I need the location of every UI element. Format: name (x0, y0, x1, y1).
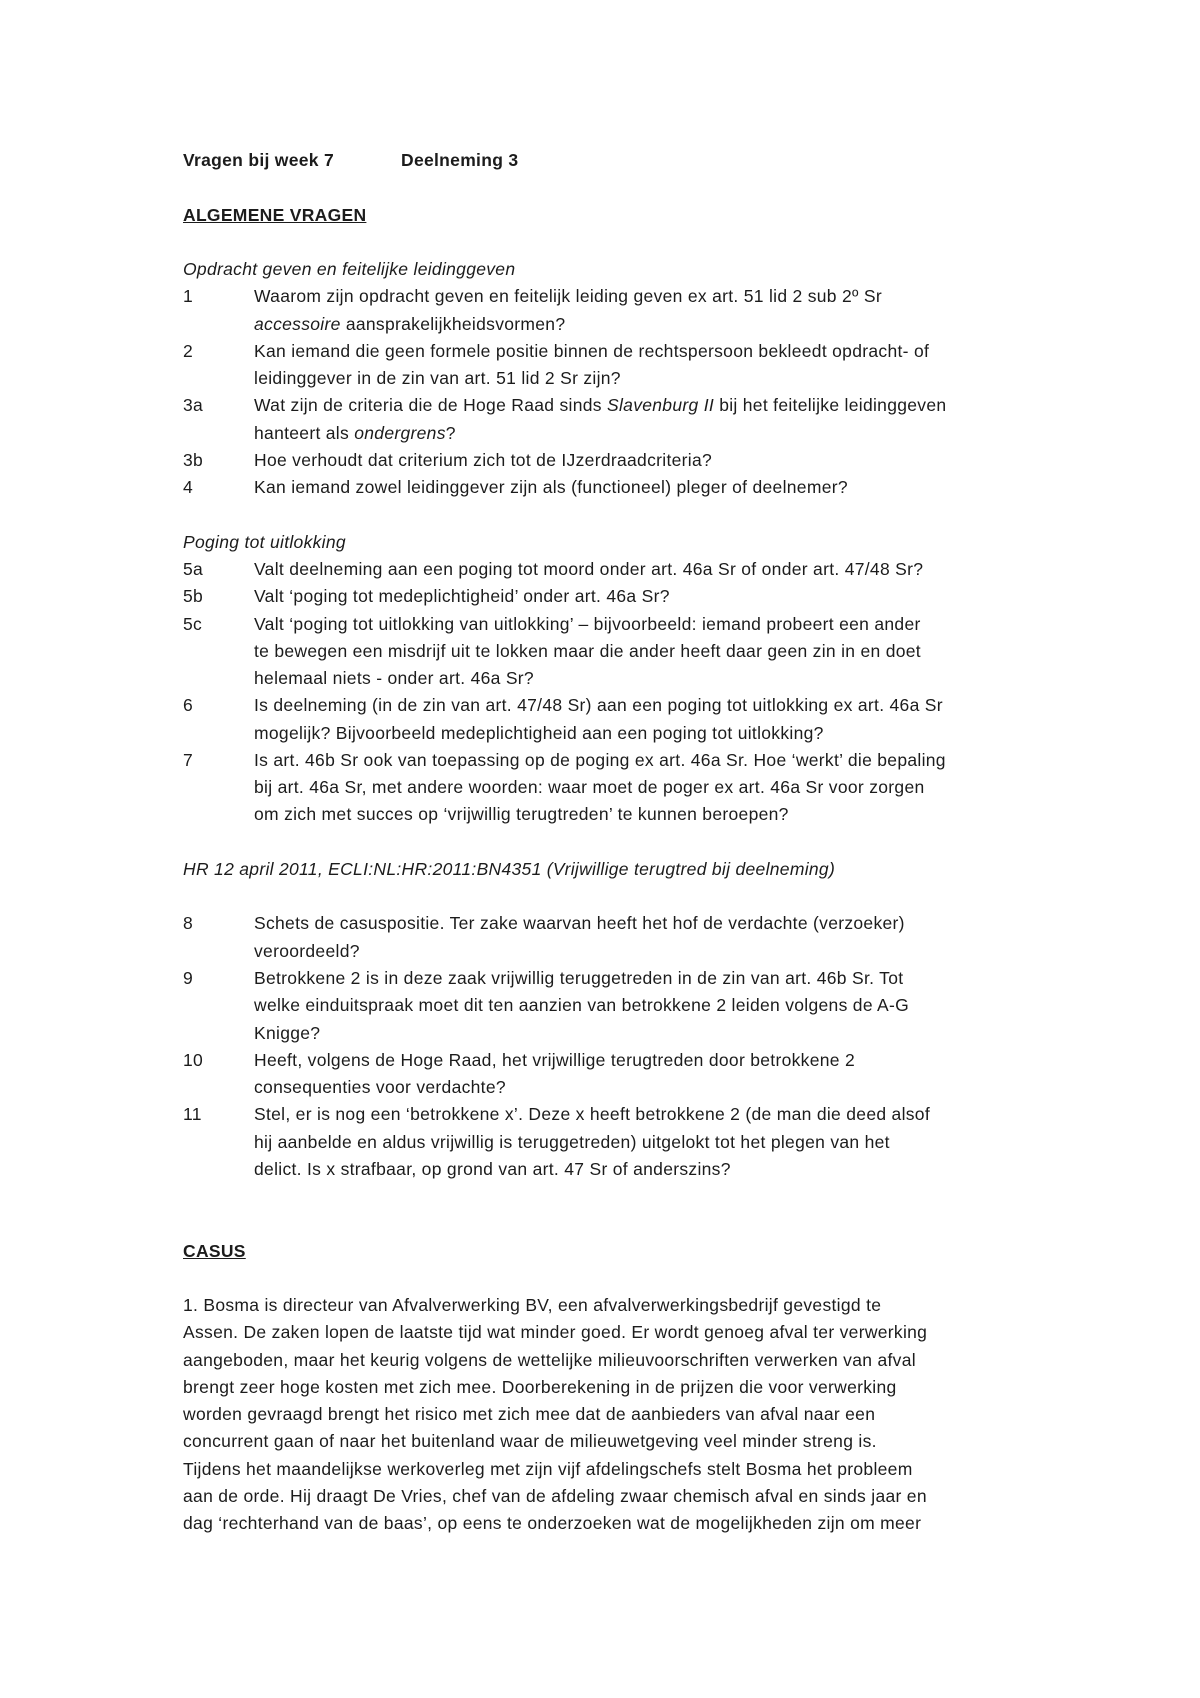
question-line: Is art. 46b Sr ook van toepassing op de poging ex art. 46a Sr. Hoe ‘werkt’ die bepaling (254, 749, 946, 770)
question-text (254, 1101, 1200, 1183)
question-number: 11 (183, 1104, 202, 1125)
question-item (0, 338, 1200, 393)
question-line: om zich met succes op ‘vrijwillig terugtreden’ te kunnen beroepen? (254, 804, 789, 825)
question-item (0, 474, 1200, 501)
question-item (0, 910, 1200, 965)
question-line: Valt ‘poging tot medeplichtigheid’ onder art. 46a Sr? (254, 586, 670, 607)
question-line: Heeft, volgens de Hoge Raad, het vrijwillige terugtreden door betrokkene 2 (254, 1049, 856, 1070)
italic-term: accessoire (254, 313, 341, 334)
text-segment: ? (445, 422, 456, 443)
question-number: 1 (183, 286, 194, 307)
paragraph-line: concurrent gaan of naar het buitenland waar de milieuwetgeving veel minder streng is. (183, 1431, 877, 1452)
text-segment: Wat zijn de criteria die de Hoge Raad sinds (254, 395, 607, 416)
question-text (254, 392, 1200, 447)
question-text (254, 338, 1200, 393)
casus-paragraph (0, 1292, 1200, 1537)
question-line: Kan iemand die geen formele positie binnen de rechtspersoon bekleedt opdracht- of (254, 340, 930, 361)
question-line: bij art. 46a Sr, met andere woorden: waar moet de poger ex art. 46a Sr voor zorgen (254, 777, 925, 798)
question-item (0, 1101, 1200, 1183)
question-text (254, 965, 1200, 1047)
casus-heading: CASUS (183, 1240, 246, 1261)
question-text (254, 747, 1200, 829)
question-item (0, 747, 1200, 829)
section-title: HR 12 april 2011, ECLI:NL:HR:2011:BN4351 (Vrijwillige terugtred bij deelneming) (183, 858, 836, 879)
text-segment: bij het feitelijke leidinggeven (714, 395, 947, 416)
question-line: te bewegen een misdrijf uit te lokken maar die ander heeft daar geen zin in en doet (254, 640, 921, 661)
question-text (254, 611, 1200, 693)
document-title-row (0, 147, 1200, 174)
question-item (0, 283, 1200, 338)
spacer (0, 229, 1200, 256)
paragraph-line: Assen. De zaken lopen de laatste tijd wat minder goed. Er wordt genoeg afval ter verwerking (183, 1322, 928, 1343)
question-line (254, 311, 1200, 338)
question-text (254, 692, 1200, 747)
question-text (254, 556, 1200, 583)
question-number: 8 (183, 913, 194, 934)
question-item (0, 583, 1200, 610)
spacer (0, 829, 1200, 856)
question-number: 5b (183, 586, 204, 607)
italic-term: ondergrens (354, 422, 446, 443)
document-title: Vragen bij week 7 (183, 150, 335, 170)
spacer (0, 1210, 1200, 1237)
question-line: Stel, er is nog een ‘betrokkene x’. Deze x heeft betrokkene 2 (de man die deed alsof (254, 1104, 931, 1125)
question-line: Is deelneming (in de zin van art. 47/48 Sr) aan een poging tot uitlokking ex art. 46a Sr (254, 695, 943, 716)
question-line (254, 420, 1200, 447)
question-line: veroordeeld? (254, 940, 360, 961)
question-item (0, 965, 1200, 1047)
paragraph-line: dag ‘rechterhand van de baas’, op eens te onderzoeken wat de mogelijkheden zijn om meer (183, 1513, 922, 1534)
text-segment: hanteert als (254, 422, 355, 443)
text-segment: aansprakelijkheidsvormen? (340, 313, 566, 334)
question-line: Hoe verhoudt dat criterium zich tot de IJzerdraadcriteria? (254, 449, 713, 470)
question-line: Schets de casuspositie. Ter zake waarvan heeft het hof de verdachte (verzoeker) (254, 913, 905, 934)
section-title: Opdracht geven en feitelijke leidinggeven (183, 259, 516, 280)
paragraph-line: brengt zeer hoge kosten met zich mee. Doorberekening in de prijzen die voor verwerking (183, 1376, 897, 1397)
question-text (254, 1047, 1200, 1102)
question-item (0, 611, 1200, 693)
paragraph-line: aangeboden, maar het keurig volgens de wettelijke milieuvoorschriften verwerken van afval (183, 1349, 916, 1370)
section-title: Poging tot uitlokking (183, 531, 346, 552)
question-item (0, 392, 1200, 447)
document-subtitle: Deelneming 3 (401, 150, 519, 170)
question-line: Valt ‘poging tot uitlokking van uitlokking’ – bijvoorbeeld: iemand probeert een ander (254, 613, 921, 634)
question-number: 7 (183, 749, 194, 770)
question-text (254, 583, 1200, 610)
question-line: helemaal niets - onder art. 46a Sr? (254, 668, 534, 689)
question-line: hij aanbelde en aldus vrijwillig is teruggetreden) uitgelokt tot het plegen van het (254, 1131, 890, 1152)
paragraph-line: worden gevraagd brengt het risico met zich mee dat de aanbieders van afval naar een (183, 1404, 876, 1425)
question-text (254, 283, 1200, 338)
paragraph-line: Tijdens het maandelijkse werkoverleg met zijn vijf afdelingschefs stelt Bosma het probleem (183, 1458, 913, 1479)
question-line: mogelijk? Bijvoorbeeld medeplichtigheid aan een poging tot uitlokking? (254, 722, 824, 743)
question-line: Knigge? (254, 1022, 321, 1043)
question-item (0, 1047, 1200, 1102)
question-line (254, 392, 1200, 419)
question-number: 10 (183, 1049, 204, 1070)
question-line: Waarom zijn opdracht geven en feitelijk leiding geven ex art. 51 lid 2 sub 2º Sr (254, 286, 882, 307)
question-line: Valt deelneming aan een poging tot moord onder art. 46a Sr of onder art. 47/48 Sr? (254, 558, 924, 579)
question-text (254, 474, 1200, 501)
question-line: Kan iemand zowel leidinggever zijn als (functioneel) pleger of deelnemer? (254, 477, 848, 498)
question-number: 5c (183, 613, 203, 634)
spacer (0, 1265, 1200, 1292)
question-item (0, 447, 1200, 474)
question-number: 3b (183, 449, 204, 470)
question-line: consequenties voor verdachte? (254, 1077, 506, 1098)
paragraph-line: 1. Bosma is directeur van Afvalverwerking BV, een afvalverwerkingsbedrijf gevestigd te (183, 1295, 882, 1316)
question-number: 3a (183, 395, 204, 416)
question-line: leidinggever in de zin van art. 51 lid 2 Sr zijn? (254, 368, 621, 389)
question-line: welke einduitspraak moet dit ten aanzien van betrokkene 2 leiden volgens de A-G (254, 995, 910, 1016)
spacer (0, 883, 1200, 910)
question-text (254, 910, 1200, 965)
spacer (0, 501, 1200, 528)
question-number: 5a (183, 558, 204, 579)
spacer (0, 174, 1200, 201)
question-line: delict. Is x strafbaar, op grond van art. 47 Sr of anderszins? (254, 1158, 731, 1179)
question-item (0, 692, 1200, 747)
italic-term: Slavenburg II (607, 395, 715, 416)
spacer (0, 1183, 1200, 1210)
question-number: 9 (183, 967, 194, 988)
question-number: 4 (183, 477, 194, 498)
question-text (254, 447, 1200, 474)
question-number: 6 (183, 695, 194, 716)
question-item (0, 556, 1200, 583)
general-questions-heading: ALGEMENE VRAGEN (183, 204, 367, 225)
question-number: 2 (183, 340, 194, 361)
paragraph-line: aan de orde. Hij draagt De Vries, chef van de afdeling zwaar chemisch afval en sinds jaar en (183, 1486, 927, 1507)
question-line: Betrokkene 2 is in deze zaak vrijwillig teruggetreden in de zin van art. 46b Sr. Tot (254, 967, 904, 988)
